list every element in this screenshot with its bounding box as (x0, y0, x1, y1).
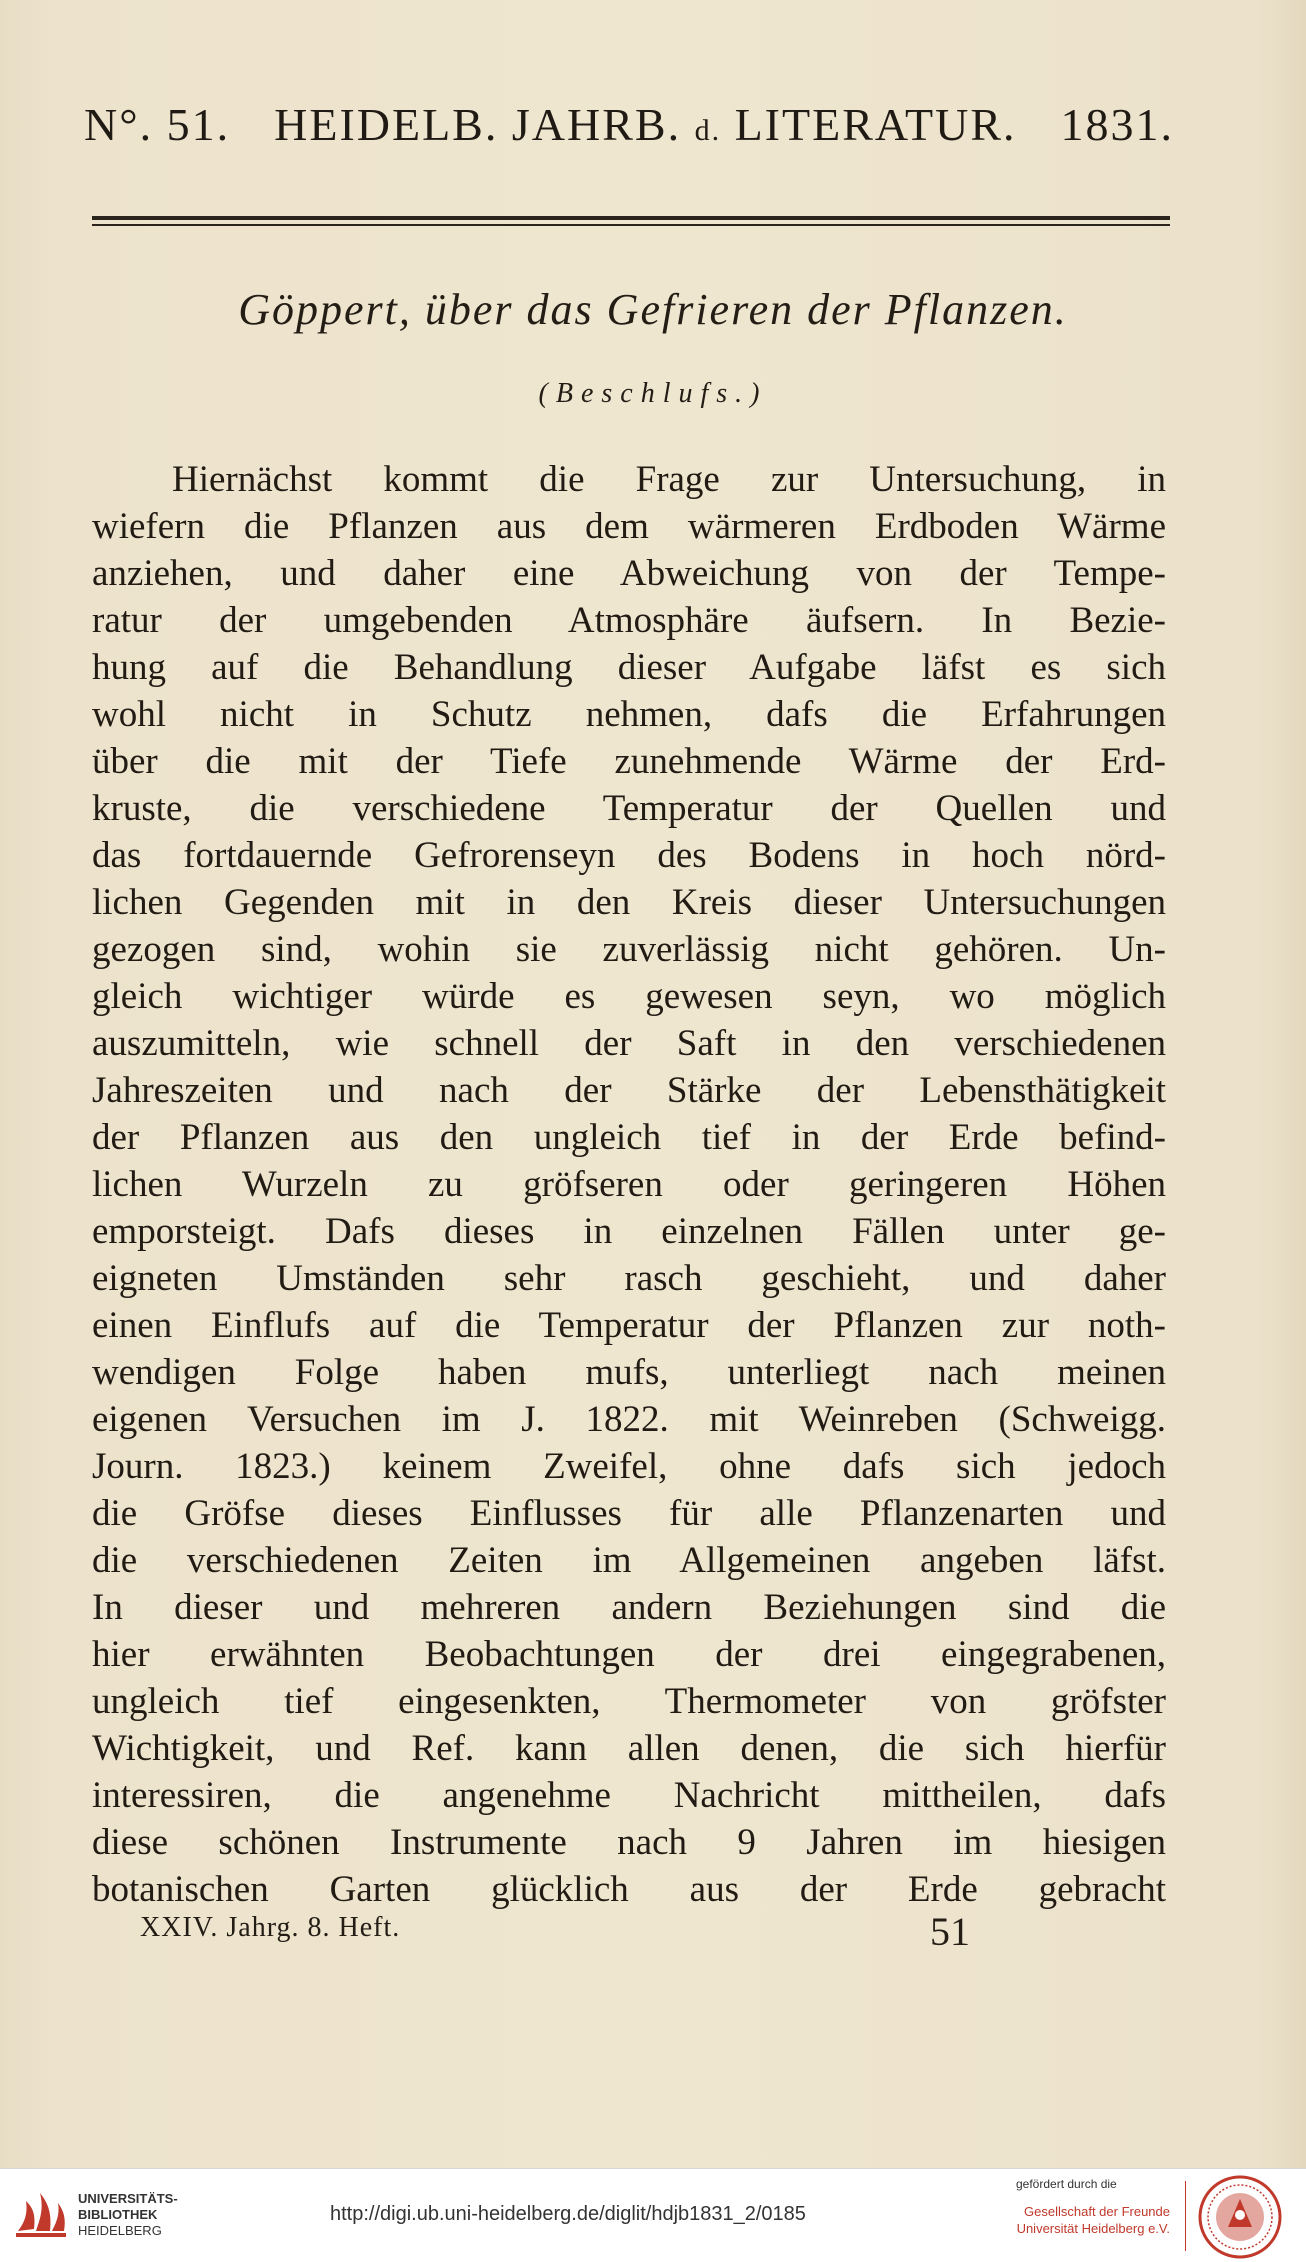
permalink-url[interactable]: http://digi.ub.uni-heidelberg.de/diglit/hdjb1831_2/0185 (330, 2203, 806, 2225)
text-line: hung auf die Behandlung dieser Aufgabe läfst es sich (92, 647, 1166, 688)
text-line: ungleich tief eingesenkten, Thermometer von gröfster (92, 1681, 1166, 1722)
journal-prefix: HEIDELB. JAHRB. (274, 99, 682, 150)
header-rule-thick (92, 216, 1170, 220)
text-line: wiefern die Pflanzen aus dem wärmeren Erdboden Wärme (92, 506, 1166, 547)
text-line: das fortdauernde Gefrorenseyn des Bodens in hoch nörd- (92, 835, 1166, 876)
sponsor-name (1000, 2203, 1170, 2237)
text-line: anziehen, und daher eine Abweichung von der Tempe- (92, 553, 1166, 594)
text-line: wohl nicht in Schutz nehmen, dafs die Erfahrungen (92, 694, 1166, 735)
text-line: gleich wichtiger würde es gewesen seyn, wo möglich (92, 976, 1166, 1017)
library-name-line: UNIVERSITÄTS- (78, 2191, 178, 2206)
library-name (78, 2191, 178, 2239)
signature-mark: XXIV. Jahrg. 8. Heft. (140, 1912, 401, 1943)
library-name-line: HEIDELBERG (78, 2223, 162, 2238)
text-line: In dieser und mehreren andern Beziehungen sind die (92, 1587, 1166, 1628)
sponsor-divider (1185, 2181, 1186, 2251)
text-line: lichen Gegenden mit in den Kreis dieser Untersuchungen (92, 882, 1166, 923)
text-line: Journ. 1823.) keinem Zweifel, ohne dafs sich jedoch (92, 1446, 1166, 1487)
sponsor-name-line: Universität Heidelberg e.V. (1016, 2221, 1170, 2236)
viewer-footer (0, 2168, 1306, 2262)
text-line: auszumitteln, wie schnell der Saft in den verschiedenen (92, 1023, 1166, 1064)
year: 1831. (1060, 99, 1174, 150)
text-line: diese schönen Instrumente nach 9 Jahren im hiesigen (92, 1822, 1166, 1863)
article-title: Göppert, über das Gefrieren der Pflanzen. (238, 285, 1068, 334)
article-subtitle: (Beschlufs.) (538, 378, 768, 409)
header-rule-thin (92, 224, 1170, 226)
text-line: der Pflanzen aus den ungleich tief in der Erde befind- (92, 1117, 1166, 1158)
journal-d: d. (694, 114, 722, 147)
library-name-line: BIBLIOTHEK (78, 2207, 158, 2222)
sponsor-name-line: Gesellschaft der Freunde (1024, 2204, 1170, 2219)
text-line: Hiernächst kommt die Frage zur Untersuchung, in (172, 459, 1166, 500)
page-number: 51 (930, 1909, 970, 1954)
text-line: eigenen Versuchen im J. 1822. mit Weinreben (Schweigg. (92, 1399, 1166, 1440)
university-library-logo-icon (10, 2183, 72, 2245)
text-line: lichen Wurzeln zu gröfseren oder geringeren Höhen (92, 1164, 1166, 1205)
issue-number: N°. 51. (84, 99, 231, 150)
text-line: gezogen sind, wohin sie zuverlässig nicht gehören. Un- (92, 929, 1166, 970)
journal-suffix: LITERATUR. (734, 99, 1017, 150)
text-line: über die mit der Tiefe zunehmende Wärme der Erd- (92, 741, 1166, 782)
text-line: die verschiedenen Zeiten im Allgemeinen angeben läfst. (92, 1540, 1166, 1581)
text-line: interessiren, die angenehme Nachricht mittheilen, dafs (92, 1775, 1166, 1816)
journal-name (274, 98, 1016, 151)
sponsor-label: gefördert durch die (1016, 2177, 1117, 2191)
text-line: hier erwähnten Beobachtungen der drei eingegrabenen, (92, 1634, 1166, 1675)
text-line: ratur der umgebenden Atmosphäre äufsern. In Bezie- (92, 600, 1166, 641)
text-line: Jahreszeiten und nach der Stärke der Lebensthätigkeit (92, 1070, 1166, 1111)
text-line: wendigen Folge haben mufs, unterliegt nach meinen (92, 1352, 1166, 1393)
text-line: eigneten Umständen sehr rasch geschieht, und daher (92, 1258, 1166, 1299)
text-line: die Gröfse dieses Einflusses für alle Pflanzenarten und (92, 1493, 1166, 1534)
text-line: Wichtigkeit, und Ref. kann allen denen, die sich hierfür (92, 1728, 1166, 1769)
text-line: einen Einflufs auf die Temperatur der Pflanzen zur noth- (92, 1305, 1166, 1346)
running-head (84, 98, 1174, 151)
university-seal-icon (1198, 2175, 1282, 2259)
text-line: botanischen Garten glücklich aus der Erde gebracht (92, 1869, 1166, 1910)
body-text (92, 456, 1166, 1913)
text-line: emporsteigt. Dafs dieses in einzelnen Fällen unter ge- (92, 1211, 1166, 1252)
text-line: kruste, die verschiedene Temperatur der Quellen und (92, 788, 1166, 829)
